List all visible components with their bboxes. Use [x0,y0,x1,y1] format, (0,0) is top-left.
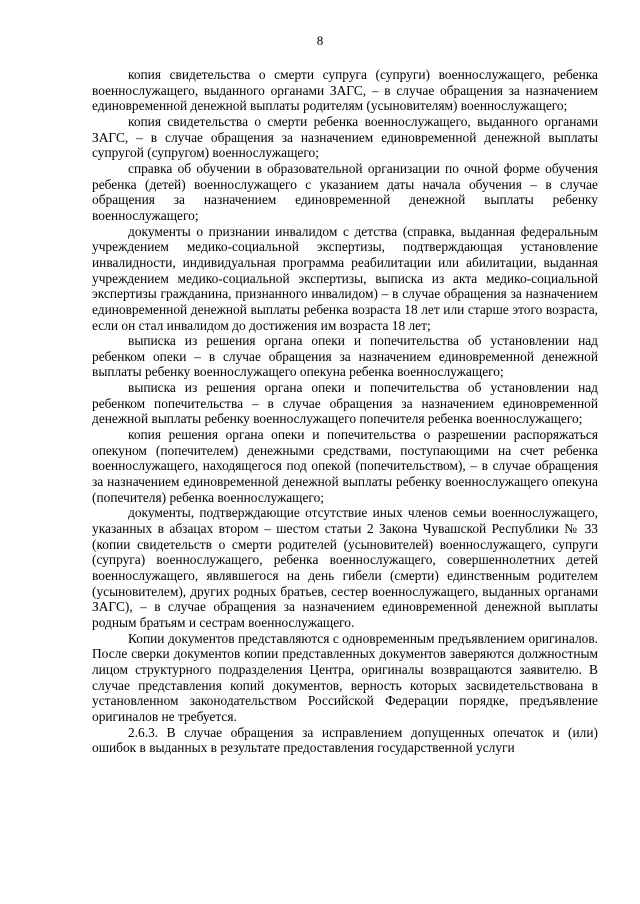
paragraph: документы о признании инвалидом с детства (справка, выданная федеральным учреждением медико-социальной экспертизы, подтверждающая установление инвалидности, индивидуальная программа реабилитации или абилитации, выданная учреждением медико-социальной экспертизы, выписка из акта медико-социальной экспертизы гражданина, признанного инвалидом) – в случае обращения за назначением единовременной денежной выплаты ребенка возраста 18 лет или старше этого возраста, если он стал инвалидом до достижения им возраста 18 лет; [92,223,598,333]
paragraph: 2.6.3. В случае обращения за исправлением допущенных опечаток и (или) ошибок в выданных в результате предоставления государственной услуги [92,724,598,756]
paragraph: справка об обучении в образовательной организации по очной форме обучения ребенка (детей) военнослужащего с указанием даты начала обучения – в случае обращения за назначением единовременной денежной выплаты ребенку военнослужащего; [92,160,598,223]
paragraph: копия свидетельства о смерти ребенка военнослужащего, выданного органами ЗАГС, – в случае обращения за назначением единовременной денежной выплаты супругой (супругом) военнослужащего; [92,113,598,161]
paragraph: копия решения органа опеки и попечительства о разрешении распоряжаться опекуном (попечителем) денежными средствами, поступающими на счет ребенка военнослужащего, находящегося под опекой (попечительством), – в случае обращения за назначением единовременной денежной выплаты ребенку военнослужащего опекуна (попечителя) ребенка военнослужащего; [92,427,598,505]
paragraph: копия свидетельства о смерти супруга (супруги) военнослужащего, ребенка военнослужащего, выданного органами ЗАГС, – в случае обращения за назначением единовременной денежной выплаты родителям (усыновителям) военнослужащего; [92,67,598,114]
paragraph: выписка из решения органа опеки и попечительства об установлении над ребенком попечительства – в случае обращения за назначением единовременной денежной выплаты ребенку военнослужащего попечителя ребенка военнослужащего; [92,380,598,427]
paragraph: Копии документов представляются с одновременным предъявлением оригиналов. После сверки документов копии представленных документов заверяются должностным лицом структурного подразделения Центра, оригиналы возвращаются заявителю. В случае представления копий документов, верность которых засвидетельствована в установленном законодательством Российской Федерации порядке, предъявление оригиналов не требуется. [92,630,598,724]
page-number: 8 [316,33,324,48]
paragraph: выписка из решения органа опеки и попечительства об установлении над ребенком опеки – в случае обращения за назначением единовременной денежной выплаты ребенку военнослужащего опекуна ребенка военнослужащего; [92,333,598,380]
document-body [92,67,598,756]
paragraph: документы, подтверждающие отсутствие иных членов семьи военнослужащего, указанных в абзацах втором – шестом статьи 2 Закона Чувашской Республики № 33 (копии свидетельств о смерти родителей (усыновителей) военнослужащего, супруги (супруга) военнослужащего, ребенка военнослужащего, совершеннолетних детей военнослужащего, являвшегося на день гибели (смерти) единственным родителем (усыновителем), других родных братьев, сестер военнослужащего, выданных органами ЗАГС), – в случае обращения за назначением единовременной денежной выплаты родным братьям и сестрам военнослужащего. [92,505,598,630]
